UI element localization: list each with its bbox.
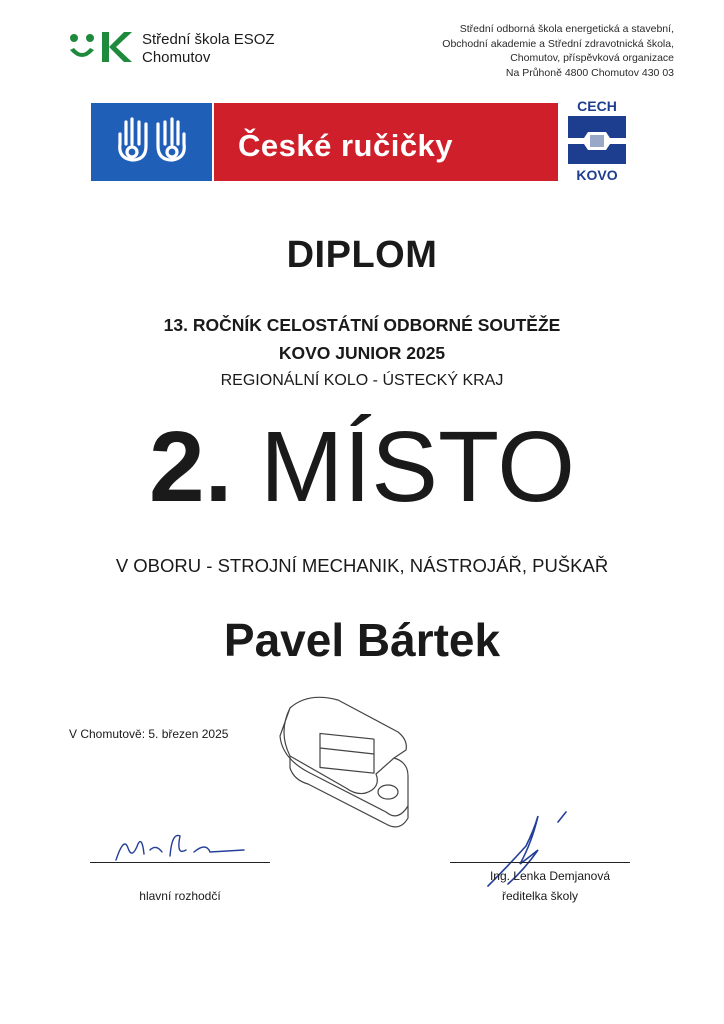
mechanical-part-illustration [268, 688, 418, 836]
diploma-heading: DIPLOM [286, 234, 438, 276]
cech-label: CECH [577, 98, 617, 114]
director-caption: ředitelka školy [501, 889, 579, 903]
signature-line-left [90, 862, 270, 863]
school-logo [68, 28, 134, 66]
place-word: MÍSTO [260, 411, 576, 523]
cech-kovo-logo [566, 98, 628, 182]
school-address [374, 22, 674, 80]
place-award [0, 412, 724, 522]
referee-caption: hlavní rozhodčí [139, 889, 221, 903]
hands-icon [114, 114, 190, 170]
competition-round: REGIONÁLNÍ KOLO - ÚSTECKÝ KRAJ [220, 372, 504, 389]
address-line: Chomutov, příspěvková organizace [510, 52, 674, 64]
competition-name: KOVO JUNIOR 2025 [278, 343, 446, 363]
banner-title: České ručičky [238, 128, 454, 163]
director-name: Ing. Lenka Demjanová [489, 869, 611, 883]
kovo-label: KOVO [576, 167, 618, 182]
school-name [142, 31, 275, 67]
school-name-line2: Chomutov [142, 49, 211, 66]
winner-name: Pavel Bártek [223, 614, 501, 666]
address-line: Obchodní akademie a Střední zdravotnická škola, [442, 37, 674, 50]
address-line: Střední odborná škola energetická a stavební, [459, 23, 674, 35]
field-of-study: V OBORU - STROJNÍ MECHANIK, NÁSTROJÁŘ, PUŠKAŘ [115, 555, 609, 576]
referee-signature [110, 826, 250, 866]
place-number: 2. [148, 411, 233, 523]
school-name-line1: Střední škola ESOZ [142, 31, 275, 48]
address-line: Na Průhoně 4800 Chomutov 430 03 [505, 66, 674, 79]
competition-line: 13. ROČNÍK CELOSTÁTNÍ ODBORNÉ SOUTĚŽE [163, 315, 561, 335]
signature-line-right [450, 862, 630, 863]
place-date: V Chomutově: 5. březen 2025 [69, 727, 229, 741]
